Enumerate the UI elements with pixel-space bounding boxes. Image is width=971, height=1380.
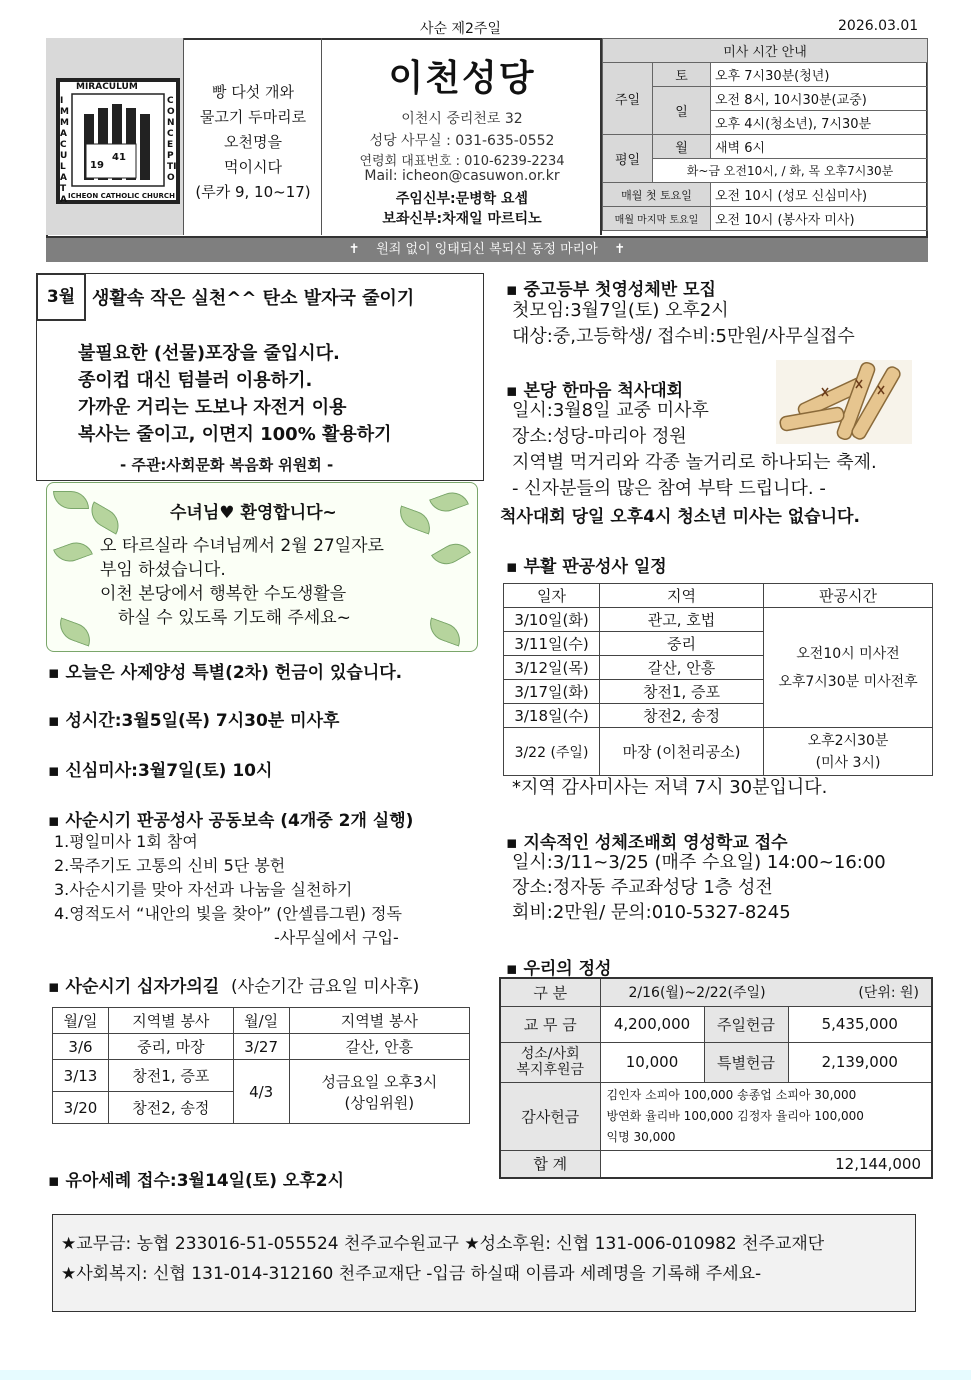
thanks-offering-line: 김인자 소피아 100,000 송종업 소피아 30,000	[606, 1087, 857, 1102]
confession-times	[764, 608, 933, 728]
adoration-line: 회비:2만원/ 문의:010-5327-8245	[512, 902, 791, 923]
first-saturday-label: 매월 첫 토요일	[603, 183, 711, 207]
angel-icon: ✝	[614, 242, 626, 257]
weekday-time: 화~금 오전10시, / 화, 목 오후7시30분	[653, 159, 928, 183]
thanks-offering-line: 방연화 율리바 100,000 김정자 율리아 100,000	[606, 1108, 864, 1123]
lent-item: 2.묵주기도 고통의 신비 5단 봉헌	[54, 856, 286, 875]
mass-schedule-title: 미사 시간 안내	[603, 39, 928, 63]
sunday-label: 주일	[603, 63, 653, 135]
verse-line: 물고기 두마리로	[199, 108, 307, 126]
strip-text: 원죄 없이 잉태되신 복되신 동정 마리아	[376, 242, 598, 257]
church-logo-graphic	[58, 80, 178, 202]
lent-item: 3.사순시기를 맞아 자선과 나눔을 실천하기	[54, 880, 353, 899]
footer-strip	[0, 1370, 971, 1380]
bullet-icon: ▪	[48, 1171, 66, 1191]
stations-title-text: 사순시기 십자가의길	[65, 977, 220, 997]
stations-region: 갈산, 안흥	[289, 1034, 469, 1060]
confession-region: 창전1, 증포	[600, 680, 764, 704]
bank-account-box	[52, 1214, 916, 1312]
verse-reference: (루카 9, 10~17)	[195, 183, 311, 201]
table-row	[53, 1060, 470, 1092]
confession-date: 3/11일(수)	[504, 632, 600, 656]
monday-time: 새벽 6시	[711, 135, 928, 159]
confession-region: 창전2, 송정	[600, 704, 764, 728]
logo-year-2: 41	[112, 152, 126, 163]
adoration-details	[512, 850, 886, 925]
total-amount: 12,144,000	[600, 1150, 932, 1178]
leaf-icon	[55, 617, 95, 646]
leaf-icon	[53, 491, 89, 509]
welcome-line: 오 타르실라 수녀님께서 2월 27일자로	[100, 536, 384, 556]
church-logo	[56, 78, 180, 204]
confession-date: 3/12일(목)	[504, 656, 600, 680]
bullet-icon: ▪	[48, 977, 66, 997]
offering-title-text: 우리의 정성	[523, 959, 612, 979]
welcome-text	[100, 534, 384, 630]
thanks-offering-line: 익명 30,000	[606, 1129, 676, 1144]
offering-unit: (단위: 원)	[858, 985, 919, 1002]
bank-line: ★사회복지: 신협 131-014-312160 천주교재단 -입금 하실때 이름과 세례명을 기록해 주세요-	[61, 1264, 762, 1284]
leaf-icon	[53, 537, 93, 566]
eco-title: 생활속 작은 실천^^ 탄소 발자국 줄이기	[92, 288, 415, 309]
last-saturday-label: 매월 마지막 토요일	[603, 207, 711, 231]
yut-line: - 신자분들의 많은 참여 부탁 드립니다. -	[512, 478, 826, 499]
offering-label-line: 성소/사회	[520, 1046, 580, 1062]
devotion-mass-text: 신심미사:3월7일(토) 10시	[65, 761, 273, 781]
leaf-icon	[429, 487, 469, 516]
yut-line: 지역별 먹거리와 각종 놀거리로 하나되는 축제.	[512, 452, 877, 473]
thanks-offering-list	[600, 1082, 932, 1150]
welcome-line: 이천 본당에서 행복한 수도생활을	[100, 584, 347, 604]
offering-label: 감사헌금	[500, 1082, 600, 1150]
lent-penance-list	[54, 830, 402, 950]
stations-date: 4/3	[233, 1060, 289, 1124]
table-row	[500, 1150, 932, 1178]
first-communion-line: 대상:중,고등학생/ 접수비:5만원/사무실접수	[512, 326, 855, 347]
offering-label: 특별헌금	[704, 1042, 788, 1082]
verse-line: 빵 다섯 개와	[212, 83, 294, 101]
infant-baptism-text: 유아세례 접수:3월14일(토) 오후2시	[65, 1171, 345, 1191]
welcome-title: 수녀님♥ 환영합니다~	[170, 503, 337, 523]
lent-item: 4.영적도서 “내안의 빛을 찾아” (안셀름그륀) 정독	[54, 904, 402, 923]
confession-header: 일자	[504, 584, 600, 608]
eco-list	[78, 340, 392, 448]
stations-region: 중리, 마장	[109, 1034, 234, 1060]
table-row	[53, 1034, 470, 1060]
yut-festival-title-text: 본당 한마음 척사대회	[523, 381, 684, 401]
collection-text: 오늘은 사제양성 특별(2차) 헌금이 있습니다.	[65, 663, 403, 683]
pastor-name: 주임신부:문병학 요셉	[395, 191, 529, 207]
confession-table	[503, 583, 933, 776]
confession-time-line: 오후7시30분 미사전후	[778, 673, 918, 690]
confession-region: 관고, 호법	[600, 608, 764, 632]
stations-header: 월/일	[53, 1008, 109, 1034]
lent-penance-text: 사순시기 판공성사 공동보속 (4개중 2개 실행)	[65, 811, 414, 831]
offering-label: 교 무 금	[500, 1006, 600, 1042]
leaf-icon	[85, 501, 125, 535]
eco-item: 종이컵 대신 텀블러 이용하기.	[78, 370, 313, 391]
first-communion-title-text: 중고등부 첫영성체반 모집	[523, 280, 716, 300]
yut-festival-details	[512, 398, 877, 502]
confession-region: 중리	[600, 632, 764, 656]
office-phone: 성당 사무실 : 031-635-0552	[369, 133, 555, 149]
confession-header: 판공시간	[764, 584, 933, 608]
yut-line: 일시:3월8일 교중 미사후	[512, 400, 709, 421]
yut-line: 장소:성당-마리아 정원	[512, 426, 687, 447]
bullet-icon: ▪	[48, 663, 66, 683]
yut-youth-mass-note: 척사대회 당일 오후4시 청소년 미사는 없습니다.	[500, 507, 860, 527]
welcome-line: 하실 수 있도록 기도해 주세요~	[118, 608, 351, 628]
eco-item: 가까운 거리는 도보나 자전거 이용	[78, 397, 347, 418]
offering-period-text: 2/16(월)~2/22(주일)	[628, 985, 766, 1002]
logo-left-text: IMMACULATA	[60, 96, 69, 205]
table-row	[504, 728, 933, 776]
first-communion-title	[506, 275, 716, 300]
stations-date: 3/6	[53, 1034, 109, 1060]
logo-right-text: CONCEPTIO	[167, 96, 177, 183]
confession-title	[506, 552, 667, 577]
eco-item: 복사는 줄이고, 이면지 100% 활용하기	[78, 424, 392, 445]
good-friday-line: (상임위원)	[344, 1093, 415, 1112]
adoration-line: 일시:3/11~3/25 (매주 수요일) 14:00~16:00	[512, 852, 886, 873]
liturgical-week: 사순 제2주일	[420, 21, 501, 37]
stations-header: 지역별 봉사	[109, 1008, 234, 1034]
council-phone: 연령회 대표번호 : 010-6239-2234	[359, 154, 565, 169]
angel-icon: ✝	[348, 242, 360, 257]
bullet-icon: ▪	[506, 381, 524, 401]
leaf-icon	[425, 617, 465, 646]
welcome-line: 부임 하셨습니다.	[100, 560, 226, 580]
good-friday-line: 성금요일 오후3시	[321, 1072, 438, 1091]
confession-note: *지역 감사미사는 저녁 7시 30분입니다.	[512, 777, 828, 798]
lent-penance-title	[48, 806, 413, 831]
first-saturday-time: 오전 10시 (성모 신심미사)	[711, 183, 928, 207]
confession-region: 갈산, 안흥	[600, 656, 764, 680]
church-address: 이천시 중리천로 32	[401, 111, 523, 127]
weekday-label: 평일	[603, 135, 653, 183]
stations-subtitle: (사순기간 금요일 미사후)	[231, 977, 420, 997]
title-strip	[46, 238, 928, 262]
confession-date: 3/10일(화)	[504, 608, 600, 632]
table-row	[504, 608, 933, 632]
table-row	[500, 1006, 932, 1042]
offering-amount: 4,200,000	[600, 1006, 704, 1042]
stations-good-friday	[289, 1060, 469, 1124]
saturday-label: 토	[653, 63, 711, 87]
eco-item: 불필요한 (선물)포장을 줄입시다.	[78, 343, 340, 364]
adoration-line: 장소:정자동 주교좌성당 1층 성전	[512, 877, 773, 898]
confession-time-last	[764, 728, 933, 776]
bulletin-date: 2026.03.01	[838, 18, 919, 34]
confession-time-line: 오후2시30분	[807, 732, 889, 749]
bullet-icon: ▪	[506, 833, 524, 853]
eco-organizer: - 주관:사회문화 복음화 위원회 -	[120, 456, 334, 474]
stations-region: 창전2, 송정	[109, 1092, 234, 1124]
offering-amount: 2,139,000	[788, 1042, 932, 1082]
last-saturday-time: 오전 10시 (봉사자 미사)	[711, 207, 928, 231]
gospel-verse	[186, 80, 320, 205]
stations-header: 지역별 봉사	[289, 1008, 469, 1034]
sunday-day-label: 일	[653, 87, 711, 135]
total-label: 합 계	[500, 1150, 600, 1178]
stations-header: 월/일	[233, 1008, 289, 1034]
logo-year-1: 19	[90, 160, 104, 171]
first-communion-details	[512, 298, 855, 350]
holy-hour-text: 성시간:3월5일(목) 7시30분 미사후	[65, 711, 340, 731]
stations-date: 3/13	[53, 1060, 109, 1092]
bullet-icon: ▪	[506, 557, 524, 577]
stations-date: 3/27	[233, 1034, 289, 1060]
confession-title-text: 부활 판공성사 일정	[523, 557, 667, 577]
stations-table	[52, 1007, 470, 1124]
offering-label-line: 복지후원금	[516, 1062, 585, 1078]
verse-line: 오천명을	[224, 133, 282, 151]
table-row	[500, 1082, 932, 1150]
offering-period	[600, 978, 932, 1006]
logo-bottom-text: ICHEON CATHOLIC CHURCH	[68, 192, 175, 200]
bullet-icon: ▪	[506, 959, 524, 979]
stations-region: 창전1, 증포	[109, 1060, 234, 1092]
confession-header: 지역	[600, 584, 764, 608]
offering-label: 주일헌금	[704, 1006, 788, 1042]
confession-time-line: 오전10시 미사전	[796, 645, 900, 662]
logo-top-text: MIRACULUM	[76, 82, 138, 92]
assistant-priest-name: 보좌신부:차재일 마르티노	[382, 211, 542, 227]
confession-date: 3/17일(화)	[504, 680, 600, 704]
bullet-icon: ▪	[506, 280, 524, 300]
stations-date: 3/20	[53, 1092, 109, 1124]
mass-schedule-table	[602, 38, 928, 231]
leaf-icon	[431, 537, 471, 571]
saturday-time: 오후 7시30분(청년)	[711, 63, 928, 87]
confession-date: 3/18일(수)	[504, 704, 600, 728]
bank-line: ★교무금: 농협 233016-51-055524 천주교수원교구 ★성소후원: 신협 131-006-010982 천주교재단	[61, 1234, 825, 1254]
infant-baptism-notice	[48, 1166, 344, 1191]
mail-address[interactable]: Mail: icheon@casuwon.or.kr	[364, 168, 560, 184]
offering-label	[500, 1042, 600, 1082]
adoration-title-text: 지속적인 성체조배회 영성학교 접수	[523, 833, 788, 853]
confession-region: 마장 (이천리공소)	[600, 728, 764, 776]
confession-time-line: (미사 3시)	[815, 754, 881, 771]
verse-line: 먹이시다	[224, 158, 282, 176]
table-row	[500, 1042, 932, 1082]
bullet-icon: ▪	[48, 711, 66, 731]
offering-header: 구 분	[500, 978, 600, 1006]
collection-notice	[48, 658, 402, 683]
holy-hour-notice	[48, 706, 339, 731]
bullet-icon: ▪	[48, 811, 66, 831]
first-communion-line: 첫모임:3월7일(토) 오후2시	[512, 300, 729, 321]
church-name: 이천성당	[388, 58, 536, 99]
stations-title	[48, 972, 419, 997]
offering-amount: 10,000	[600, 1042, 704, 1082]
monday-label: 월	[653, 135, 711, 159]
devotion-mass-notice	[48, 756, 272, 781]
leaf-icon	[395, 505, 435, 534]
lent-item: 1.평일미사 1회 참여	[54, 832, 198, 851]
confession-date: 3/22 (주일)	[504, 728, 600, 776]
sunday-time-1: 오전 8시, 10시30분(교중)	[711, 87, 928, 111]
offering-amount: 5,435,000	[788, 1006, 932, 1042]
offering-table	[499, 977, 933, 1179]
sunday-time-2: 오후 4시(청소년), 7시30분	[711, 111, 928, 135]
lent-note: -사무실에서 구입-	[274, 928, 399, 947]
bullet-icon: ▪	[48, 761, 66, 781]
eco-month-tag: 3월	[36, 273, 86, 321]
offering-title	[506, 954, 611, 979]
